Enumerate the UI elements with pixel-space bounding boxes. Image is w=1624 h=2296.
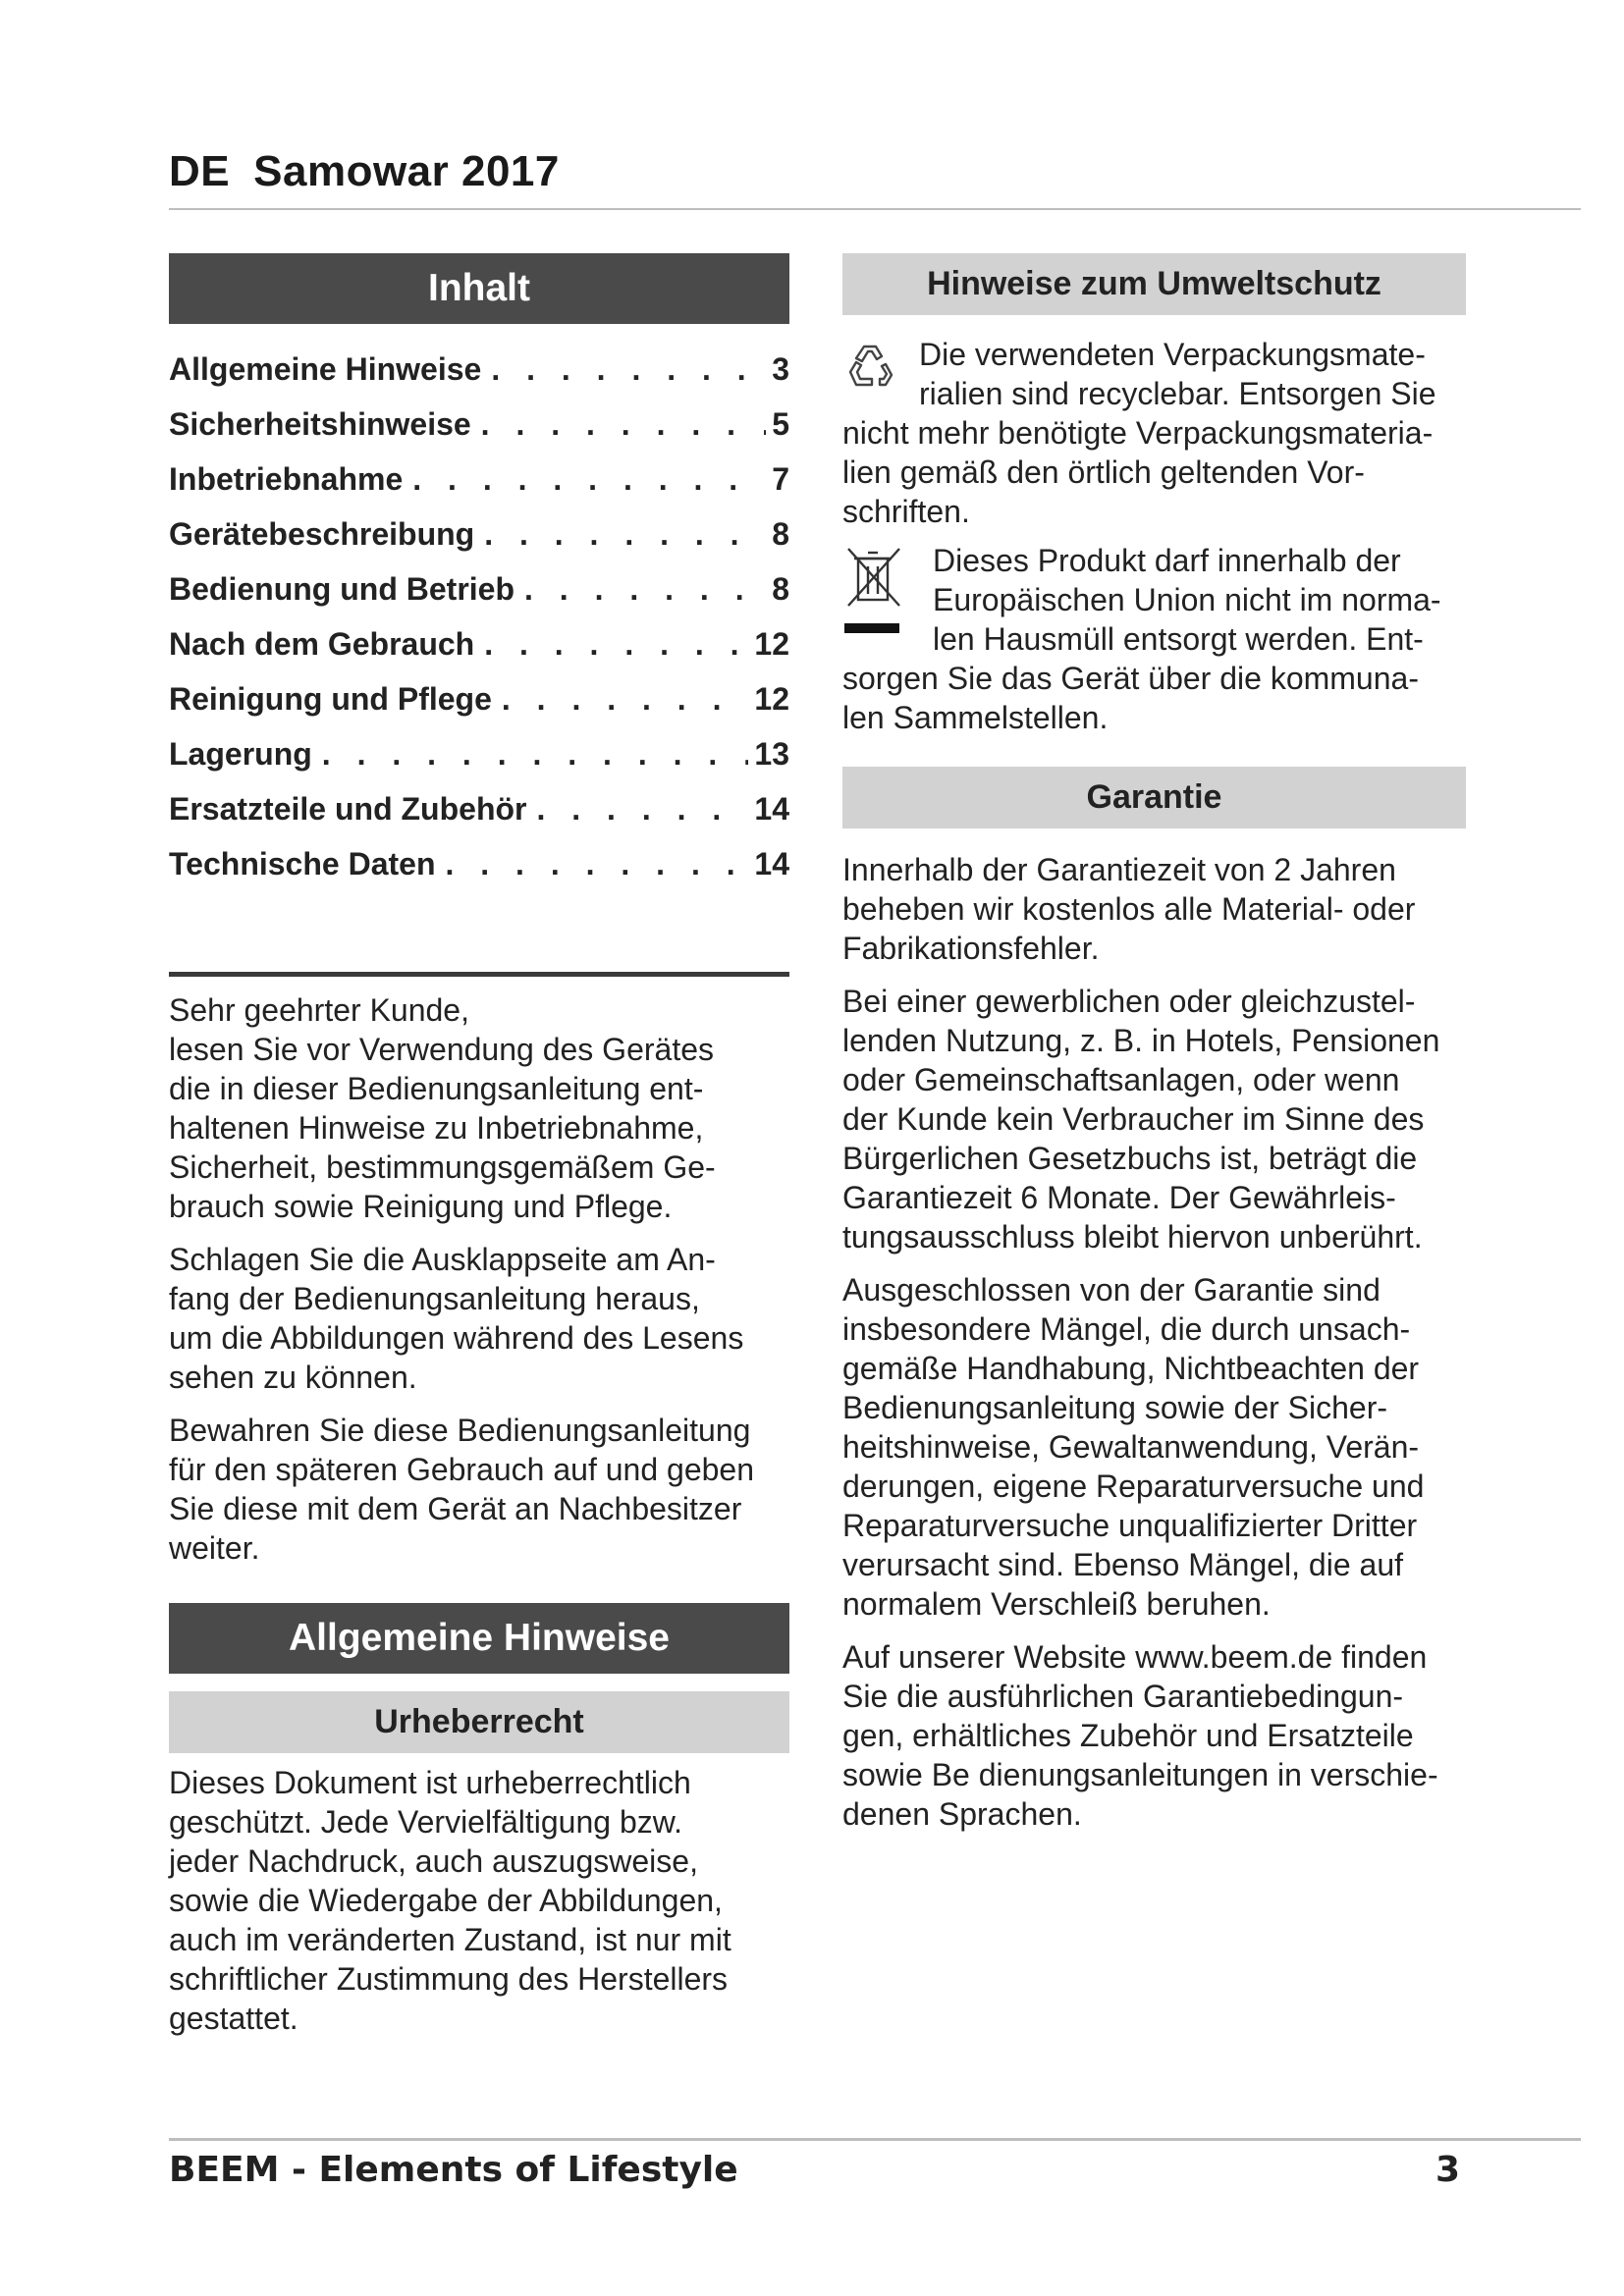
crossed-bin-icon [842, 545, 905, 653]
text-line: schriftlicher Zustimmung des Herstellers [169, 1961, 729, 1997]
text-line: Garantiezeit 6 Monate. Der Gewährleis- [842, 1180, 1396, 1215]
toc-page: 5 [772, 406, 789, 442]
toc-leader [481, 397, 767, 452]
toc-leader [524, 561, 766, 616]
toc-entry[interactable] [169, 616, 789, 671]
text-line: schriften. [842, 494, 970, 529]
text-line: geschützt. Jede Vervielfältigung bzw. [169, 1804, 682, 1840]
toc-label: Bedienung und Betrieb [169, 571, 514, 607]
text-line: gestattet. [169, 2001, 298, 2036]
text-line: der Kunde kein Verbraucher im Sinne des [842, 1101, 1425, 1137]
footer-divider [169, 2138, 1581, 2141]
text-line: len Hausmüll entsorgt werden. Ent- [933, 621, 1424, 657]
recycle-icon [842, 339, 897, 394]
header-divider [169, 208, 1581, 210]
warranty-paragraph [842, 982, 1466, 1256]
toc-page: 14 [754, 791, 789, 827]
text-line: haltenen Hinweise zu Inbetriebnahme, [169, 1110, 704, 1146]
section-heading-environment: Hinweise zum Umweltschutz [842, 253, 1466, 315]
toc-label: Sicherheitshinweise [169, 406, 471, 442]
text-line: um die Abbildungen während des Lesens [169, 1320, 744, 1356]
text-line: Ausgeschlossen von der Garantie sind [842, 1272, 1380, 1308]
text-line: Sie diese mit dem Gerät an Nachbesitzer [169, 1491, 742, 1526]
toc-leader [484, 507, 766, 561]
text-line: Dieses Produkt darf innerhalb der [933, 543, 1401, 578]
page-title [169, 147, 560, 196]
text-line: normalem Verschleiß beruhen. [842, 1586, 1271, 1622]
right-column [842, 253, 1466, 1834]
toc-entry[interactable] [169, 452, 789, 507]
text-line: Bedienungsanleitung sowie der Sicher- [842, 1390, 1388, 1425]
text-line: fang der Bedienungsanleitung heraus, [169, 1281, 700, 1316]
intro-paragraph [169, 1240, 789, 1397]
text-line: weiter. [169, 1530, 260, 1566]
toc-entry[interactable] [169, 397, 789, 452]
warranty-paragraph [842, 1637, 1466, 1834]
section-heading-general: Allgemeine Hinweise [169, 1603, 789, 1674]
toc-entry[interactable] [169, 561, 789, 616]
text-line: lesen Sie vor Verwendung des Gerätes [169, 1032, 714, 1067]
text-line: lenden Nutzung, z. B. in Hotels, Pensionen [842, 1023, 1440, 1058]
text-line: Fabrikationsfehler. [842, 931, 1100, 966]
toc-page: 3 [772, 351, 789, 387]
toc-label: Reinigung und Pflege [169, 681, 492, 717]
toc-page: 7 [772, 461, 789, 497]
toc-label: Inbetriebnahme [169, 461, 404, 497]
text-line: jeder Nachdruck, auch auszugsweise, [169, 1843, 698, 1879]
toc-leader [536, 781, 748, 836]
text-line: Auf unserer Website www.beem.de finden [842, 1639, 1428, 1675]
toc-leader [502, 671, 749, 726]
text-line: sowie Be dienungsanleitungen in verschie- [842, 1757, 1438, 1792]
text-line: denen Sprachen. [842, 1796, 1082, 1832]
intro-paragraph [169, 1411, 789, 1568]
text-line: für den späteren Gebrauch auf und geben [169, 1452, 754, 1487]
toc-leader [484, 616, 748, 671]
toc-entry[interactable] [169, 507, 789, 561]
text-line: derungen, eigene Reparaturversuche und [842, 1468, 1425, 1504]
text-line: Bürgerlichen Gesetzbuchs ist, beträgt die [842, 1141, 1418, 1176]
toc-entry[interactable] [169, 671, 789, 726]
text-line: sehen zu können. [169, 1360, 417, 1395]
toc-page: 8 [772, 516, 789, 552]
toc-page: 14 [754, 846, 789, 881]
text-line: oder Gemeinschaftsanlagen, oder wenn [842, 1062, 1400, 1097]
language-code: DE [169, 147, 231, 195]
text-line: Innerhalb der Garantiezeit von 2 Jahren [842, 852, 1396, 887]
toc-leader [322, 726, 749, 781]
toc-label: Technische Daten [169, 846, 436, 881]
text-line: Die verwendeten Verpackungsmate- [919, 337, 1426, 372]
text-line: lien gemäß den örtlich geltenden Vor- [842, 454, 1365, 490]
toc-entry[interactable] [169, 726, 789, 781]
toc-entry[interactable] [169, 781, 789, 836]
page-number: 3 [1435, 2150, 1461, 2190]
text-line: insbesondere Mängel, die durch unsach- [842, 1311, 1411, 1347]
text-line: brauch sowie Reinigung und Pflege. [169, 1189, 673, 1224]
text-line: nicht mehr benötigte Verpackungsmateria- [842, 415, 1434, 451]
copyright-paragraph [169, 1763, 789, 2038]
section-divider [169, 972, 789, 977]
toc-entry[interactable] [169, 836, 789, 891]
toc-leader [491, 342, 766, 397]
document-title: Samowar 2017 [253, 147, 560, 195]
text-line: rialien sind recyclebar. Entsorgen Sie [919, 376, 1436, 411]
text-line: auch im veränderten Zustand, ist nur mit [169, 1922, 731, 1957]
text-line: Europäischen Union nicht im norma- [933, 582, 1441, 617]
text-line: Bei einer gewerblichen oder gleichzustel- [842, 984, 1416, 1019]
subsection-heading-copyright: Urheberrecht [169, 1691, 789, 1753]
left-column [169, 253, 789, 2038]
toc-page: 8 [772, 571, 789, 607]
text-line: Schlagen Sie die Ausklappseite am An- [169, 1242, 716, 1277]
intro-paragraph [169, 990, 789, 1226]
recycling-paragraph [842, 335, 1466, 531]
text-line: beheben wir kostenlos alle Material- oder [842, 891, 1416, 927]
toc-label: Lagerung [169, 736, 312, 772]
toc-label: Gerätebeschreibung [169, 516, 475, 552]
text-line: tungsausschluss bleibt hiervon unberührt. [842, 1219, 1423, 1255]
warranty-paragraph [842, 1270, 1466, 1624]
toc-leader [412, 452, 766, 507]
toc-label: Ersatzteile und Zubehör [169, 791, 527, 827]
footer-brand: BEEM - Elements of Lifestyle [169, 2150, 738, 2190]
text-line: die in dieser Bedienungsanleitung ent- [169, 1071, 704, 1106]
text-line: sowie die Wiedergabe der Abbildungen, [169, 1883, 723, 1918]
toc-page: 13 [754, 736, 789, 772]
text-line: Bewahren Sie diese Bedienungsanleitung [169, 1413, 751, 1448]
text-line: Sehr geehrter Kunde, [169, 992, 469, 1028]
warranty-paragraph [842, 850, 1466, 968]
text-line: Sie die ausführlichen Garantiebedingun- [842, 1679, 1404, 1714]
toc-heading: Inhalt [169, 253, 789, 324]
toc-page: 12 [754, 681, 789, 717]
toc-label: Nach dem Gebrauch [169, 626, 475, 662]
text-line: gen, erhältliches Zubehör und Ersatzteile [842, 1718, 1414, 1753]
text-line: heitshinweise, Gewaltanwendung, Verän- [842, 1429, 1420, 1465]
toc-label: Allgemeine Hinweise [169, 351, 482, 387]
text-line: sorgen Sie das Gerät über die kommuna- [842, 661, 1419, 696]
text-line: verursacht sind. Ebenso Mängel, die auf [842, 1547, 1403, 1582]
text-line: len Sammelstellen. [842, 700, 1109, 735]
text-line: gemäße Handhabung, Nichtbeachten der [842, 1351, 1420, 1386]
text-line: Reparaturversuche unqualifizierter Dritter [842, 1508, 1418, 1543]
section-heading-warranty: Garantie [842, 767, 1466, 828]
toc-leader [445, 836, 748, 891]
text-line: Sicherheit, bestimmungsgemäßem Ge- [169, 1149, 716, 1185]
table-of-contents [169, 342, 789, 891]
toc-page: 12 [754, 626, 789, 662]
intro-text [169, 990, 789, 1568]
text-line: Dieses Dokument ist urheberrechtlich [169, 1765, 691, 1800]
toc-entry[interactable] [169, 342, 789, 397]
disposal-paragraph [842, 541, 1466, 737]
